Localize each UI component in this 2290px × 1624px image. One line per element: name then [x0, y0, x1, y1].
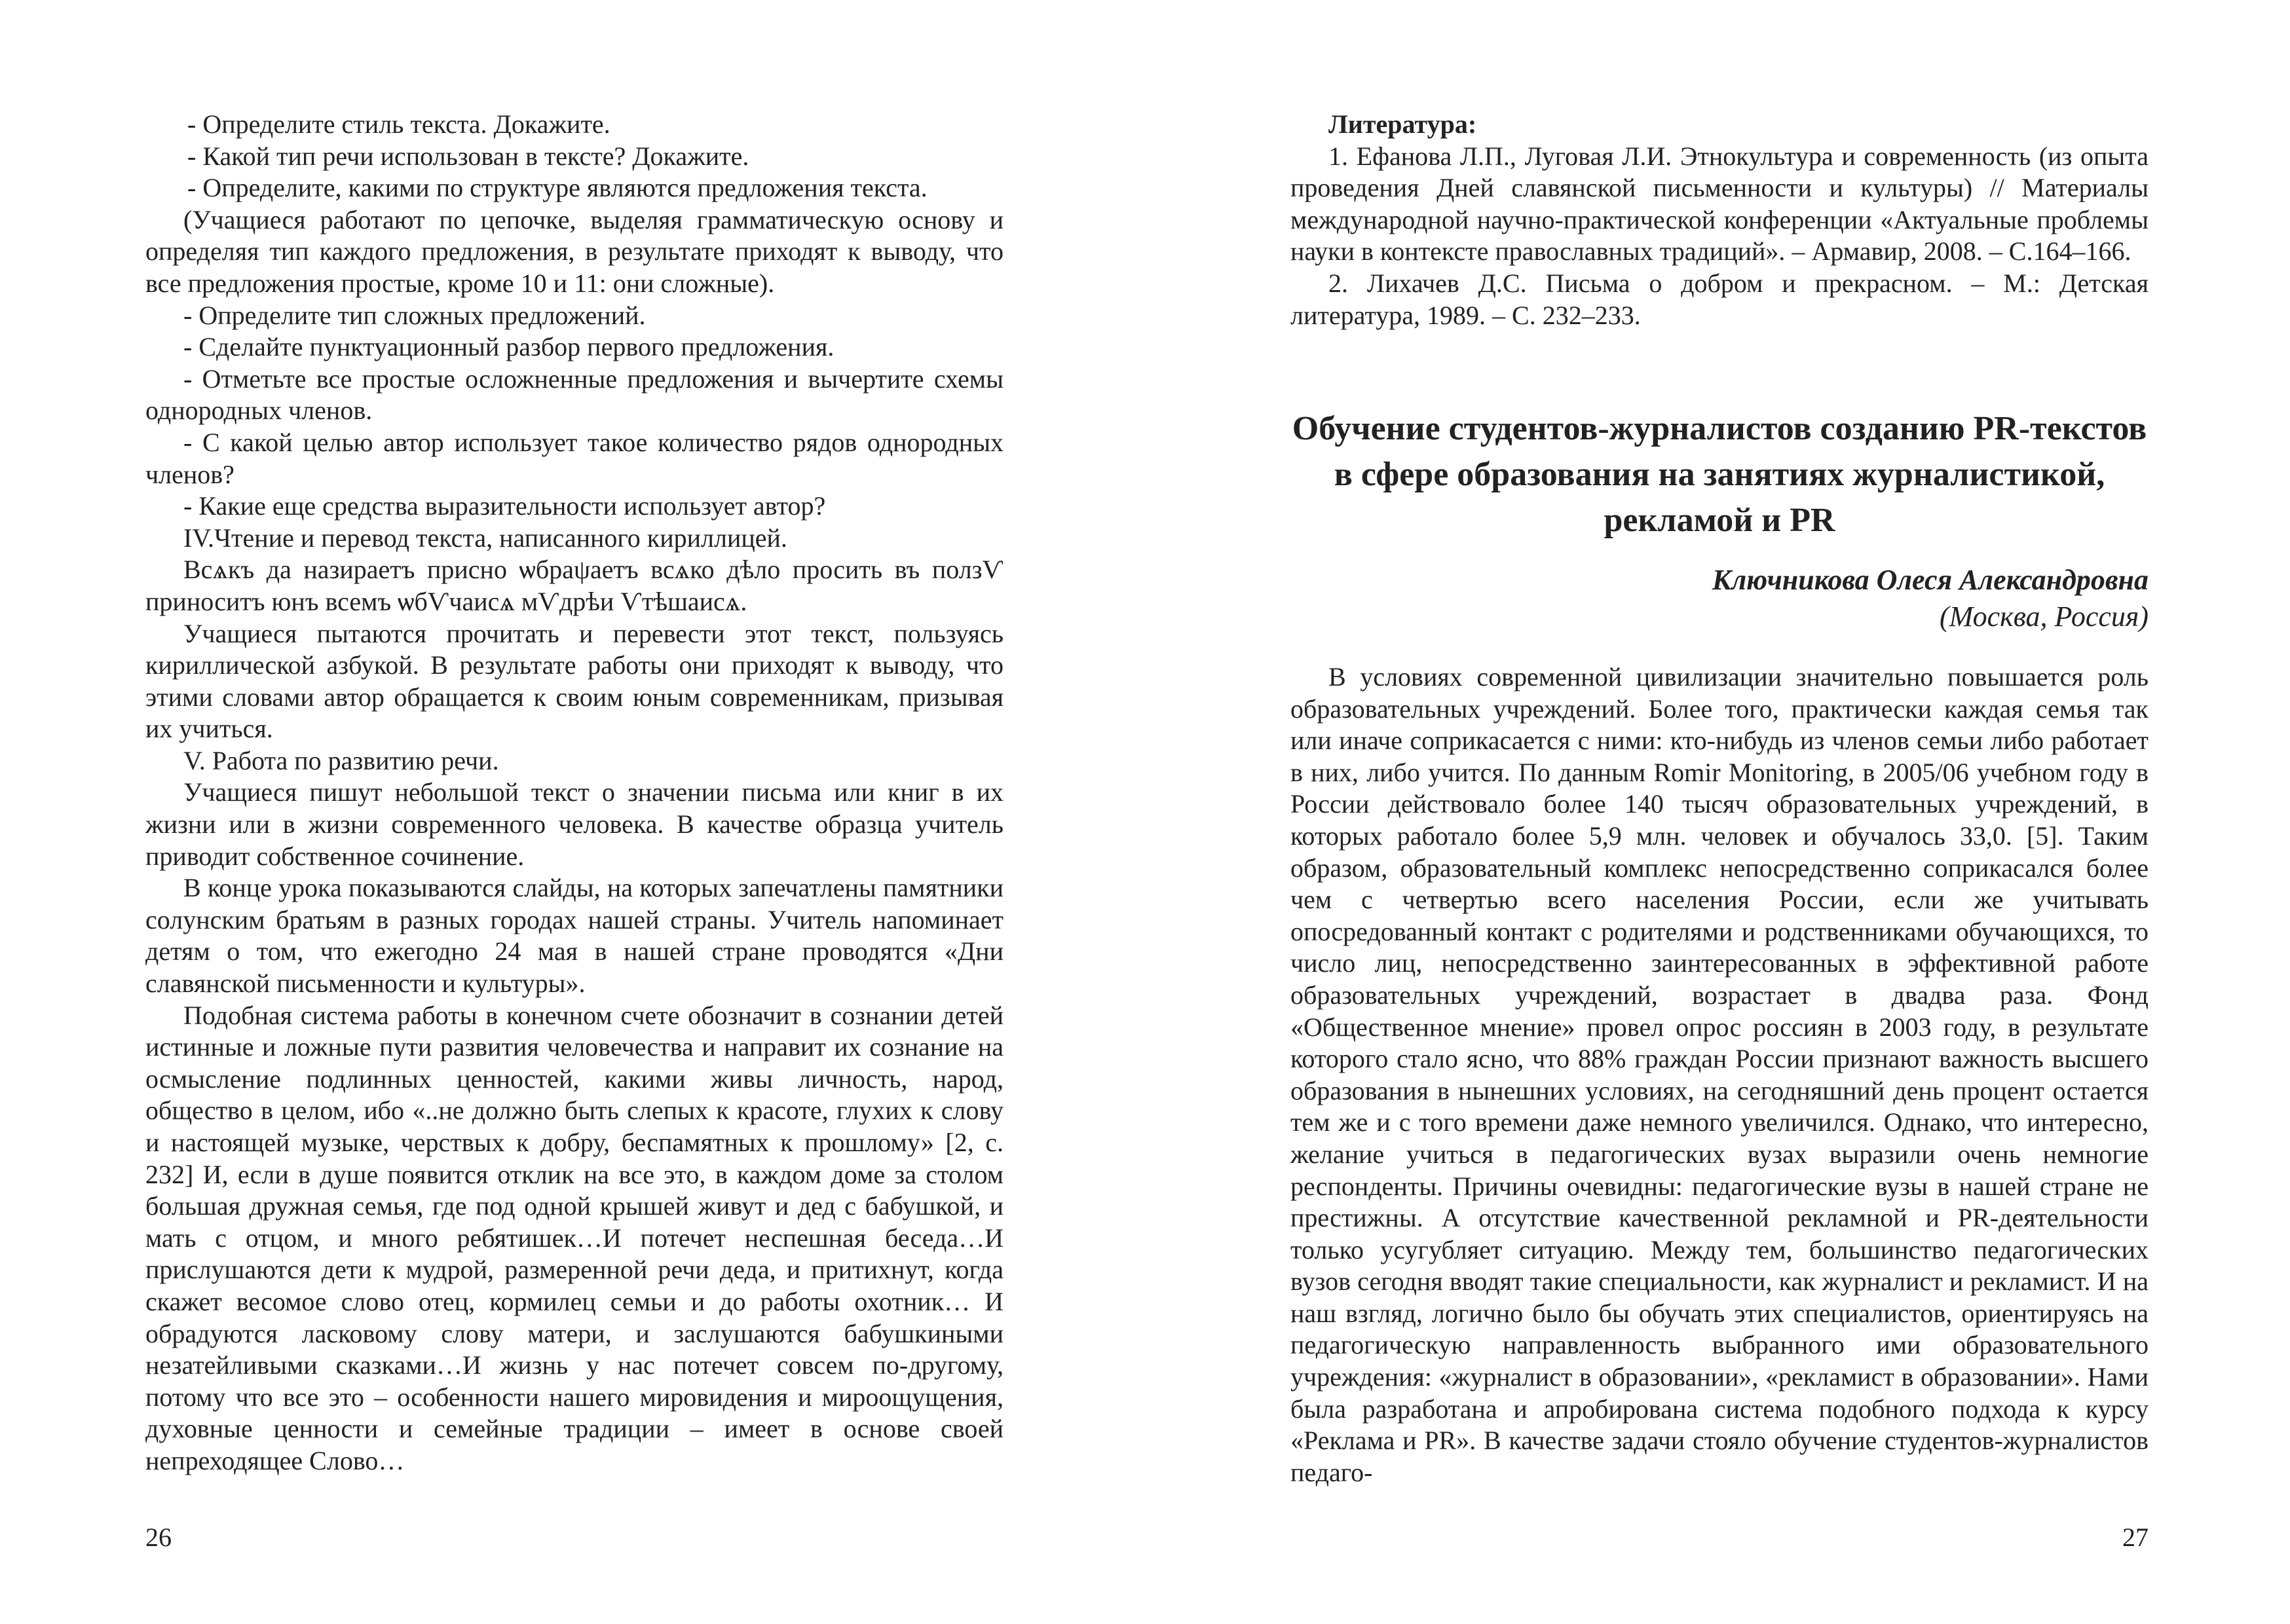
paragraph: - Отметьте все простые осложненные предложения и вычертите схемы однородных членов. [145, 363, 1004, 426]
paragraph: - Какие еще средства выразительности использует автор? [183, 491, 826, 521]
author-name: Ключникова Олеся Александровна [1712, 564, 2149, 596]
paragraph: - Какой тип речи использован в тексте? Докажите. [187, 141, 749, 171]
literature-title: Литература: [1328, 109, 1477, 139]
paragraph: В конце урока показываются слайды, на которых запечатлены памятники солунским братьям в разных городах нашей страны. Учитель напоминает детям о том, что ежегодно 24 мая в нашей стране проводятся «Дни славянской письменности и культуры». [145, 873, 1004, 999]
paragraph: V. Работа по развитию речи. [183, 745, 499, 775]
paragraph: - Определите тип сложных предложений. [183, 300, 646, 330]
author-block [1290, 562, 2149, 635]
paragraph: Подобная система работы в конечном счете обозначит в сознании детей истинные и ложные пути развития человечества и направит их сознание на осмысление подлинных ценностей, какими живы личность, народ, общество в целом, ибо «..не должно быть слепых к красоте, глухих к слову и настоящей музыке, черствых к добру, беспамятных к прошлому» [2, с. 232] И, если в душе появится отклик на все это, в каждом доме за столом большая дружная семья, где под одной крышей живут и дед с бабушкой, и мать с отцом, и много ребятишек…И потечет неспешная беседа…И прислушаются дети к мудрой, размеренной речи деда, и притихнут, когда скажет весомое слово отец, кормилец семьи и до работы охотник… И обрадуются ласковому слову матери, и заслушаются бабушкиными незатейливыми сказками…И жизнь у нас потечет совсем по-другому, потому что все это – особенности нашего мировидения и мироощущения, духовные ценности и семейные традиции – имеет в основе своей непреходящее Слово… [145, 1000, 1004, 1475]
paragraph: - Сделайте пунктуационный разбор первого предложения. [183, 332, 835, 362]
page-number: 27 [2122, 1522, 2149, 1552]
paragraph: IV.Чтение и перевод текста, написанного кириллицей. [183, 523, 787, 553]
paragraph: В условиях современной цивилизации значительно повышается роль образовательных учреждений. Более того, практически каждая семья так или иначе соприкасается с ними: кто-нибудь из членов семьи либо работает в них, либо учится. По данным Romir Monitoring, в 2005/06 учебном году в России действовало более 140 тысяч образовательных учреждений, в которых работало более 5,9 млн. человек и обучалось 33,0. [5]. Таким образом, образовательный комплекс непосредственно соприкасался более чем с четвертью всего населения России, если же учитывать опосредованный контакт с родителями и родственниками обучающихся, то число лиц, непосредственно заинтересованных в эффективной работе образовательных учреждений, возрастает в двадва раза. Фонд «Общественное мнение» провел опрос россиян в 2003 году, в результате которого стало ясно, что 88% граждан России признают важность высшего образования в нынешних условиях, на сегодняшний день процент остается тем же и с того времени даже немного увеличился. Однако, что интересно, желание учиться в педагогических вузах выразили очень немногие респонденты. Причины очевидны: педагогические вузы в нашей стране не престижны. А отсутствие качественной рекламной и PR-деятельности только усугубляет ситуацию. Между тем, большинство педагогических вузов сегодня вводят такие специальности, как журналист и рекламист. И на наш взгляд, логично было бы обучать этих специалистов, ориентируясь на педагогическую направленность выбранного ими образовательного учреждения: «журналист в образовании», «рекламист в образовании». Нами была разработана и апробирована система подобного подхода к курсу «Реклама и PR». В качестве задачи стояло обучение студентов-журналистов педаго- [1290, 662, 2149, 1487]
page-number: 26 [145, 1522, 172, 1552]
paragraph: Всѧкъ да назираетъ присно ѡбраψаетъ всѧко дѣло просить въ ползѴ приноситъ юнъ всемъ ѡбѴчаисѧ мѴдрѣи Ѵтѣшаисѧ. [145, 555, 1004, 616]
literature-item: 2. Лихачев Д.С. Письма о добром и прекрасном. – М.: Детская литература, 1989. – С. 232–233. [1290, 268, 2149, 330]
paragraph: (Учащиеся работают по цепочке, выделяя грамматическую основу и определяя тип каждого предложения, в результате приходят к выводу, что все предложения простые, кроме 10 и 11: они сложные). [145, 204, 1004, 298]
article-body [1290, 661, 2149, 1488]
paragraph: - Определите, какими по структуре являются предложения текста. [187, 173, 928, 203]
paragraph: - С какой целью автор использует такое количество рядов однородных членов? [145, 427, 1004, 489]
left-page-text [145, 109, 1004, 1477]
paragraph: Учащиеся пытаются прочитать и перевести этот текст, пользуясь кириллической азбукой. В результате работы они приходят к выводу, что этими словами автор обращается к своим юным современникам, призывая их учиться. [145, 618, 1004, 744]
paragraph: Учащиеся пишут небольшой текст о значении письма или книг в их жизни или в жизни современного человека. В качестве образца учитель приводит собственное сочинение. [145, 777, 1004, 871]
paragraph: - Определите стиль текста. Докажите. [187, 109, 610, 139]
literature-section [1290, 109, 2149, 331]
author-location: (Москва, Россия) [1939, 600, 2149, 633]
literature-item: 1. Ефанова Л.П., Луговая Л.И. Этнокультура и современность (из опыта проведения Дней славянской письменности и культуры) // Материалы международной научно-практической конференции «Актуальные проблемы науки в контексте православных традиций». – Армавир, 2008. – С.164–166. [1290, 141, 2149, 267]
article-title: Обучение студентов-журналистов созданию PR-текстов в сфере образования на занятиях журналистикой, рекламой и PR [1292, 410, 2147, 539]
right-page [1145, 0, 2290, 1624]
